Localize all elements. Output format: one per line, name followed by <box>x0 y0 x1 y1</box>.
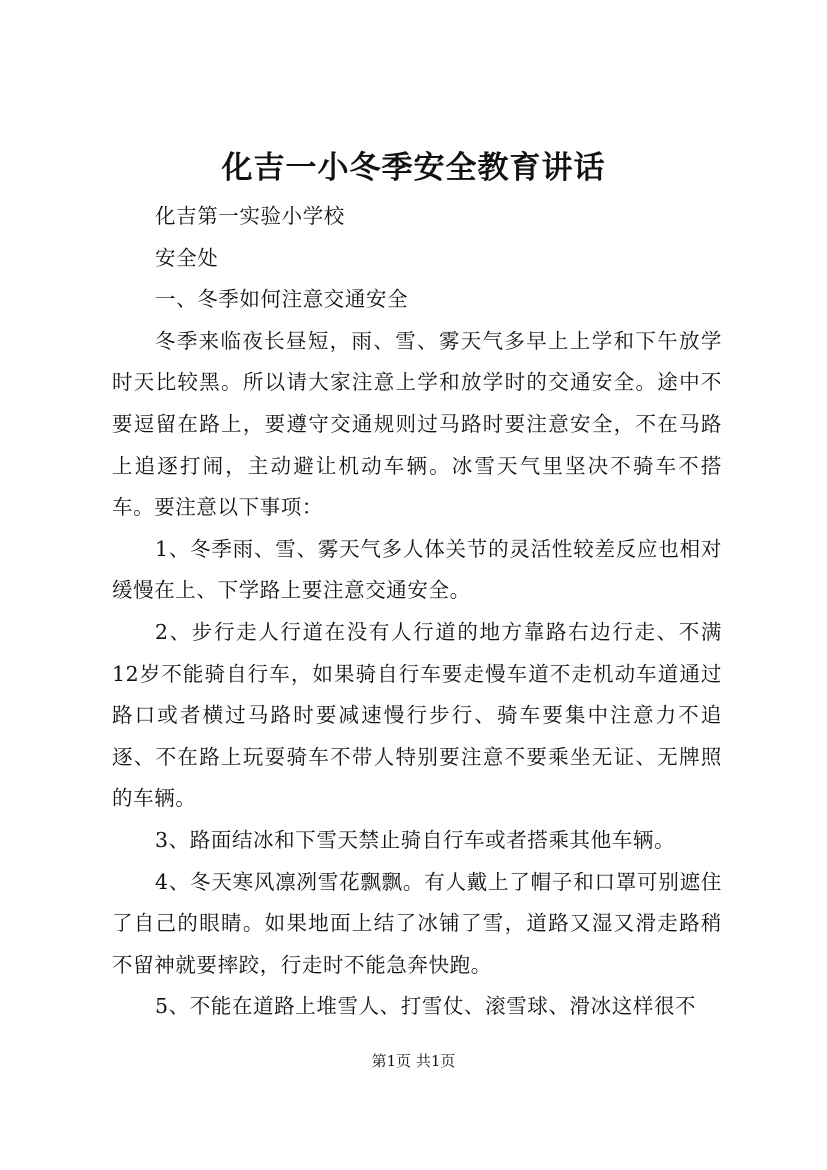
paragraph-intro: 冬季来临夜长昼短，雨、雪、雾天气多早上上学和下午放学时天比较黑。所以请大家注意上学和放学时的交通安全。途中不要逗留在路上，要遵守交通规则过马路时要注意安全，不在马路上追逐打闹，主动避让机动车辆。冰雪天气里坚决不骑车不搭车。要注意以下事项： <box>112 328 722 520</box>
paragraph-item-4: 4、冬天寒风凛冽雪花飘飘。有人戴上了帽子和口罩可别遮住了自己的眼睛。如果地面上结了冰铺了雪，道路又湿又滑走路稍不留神就要摔跤，行走时不能急奔快跑。 <box>112 869 722 977</box>
paragraph-item-1: 1、冬季雨、雪、雾天气多人体关节的灵活性较差反应也相对缓慢在上、下学路上要注意交通安全。 <box>112 536 722 603</box>
section-heading: 一、冬季如何注意交通安全 <box>155 287 409 312</box>
document-body <box>112 196 722 1028</box>
department-name: 安全处 <box>155 245 219 270</box>
paragraph-item-5: 5、不能在道路上堆雪人、打雪仗、滚雪球、滑冰这样很不 <box>155 994 697 1019</box>
document-title: 化吉一小冬季安全教育讲话 <box>221 150 606 186</box>
school-name: 化吉第一实验小学校 <box>155 204 345 228</box>
page-number-footer: 第1页 共1页 <box>371 1052 456 1070</box>
paragraph-item-2: 2、步行走人行道在没有人行道的地方靠路右边行走、不满12岁不能骑自行车，如果骑自行车要走慢车道不走机动车道通过路口或者横过马路时要减速慢行步行、骑车要集中注意力不追逐、不在路上玩耍骑车不带人特别要注意不要乘坐无证、无牌照的车辆。 <box>112 619 722 811</box>
paragraph-item-3: 3、路面结冰和下雪天禁止骑自行车或者搭乘其他车辆。 <box>155 827 676 852</box>
